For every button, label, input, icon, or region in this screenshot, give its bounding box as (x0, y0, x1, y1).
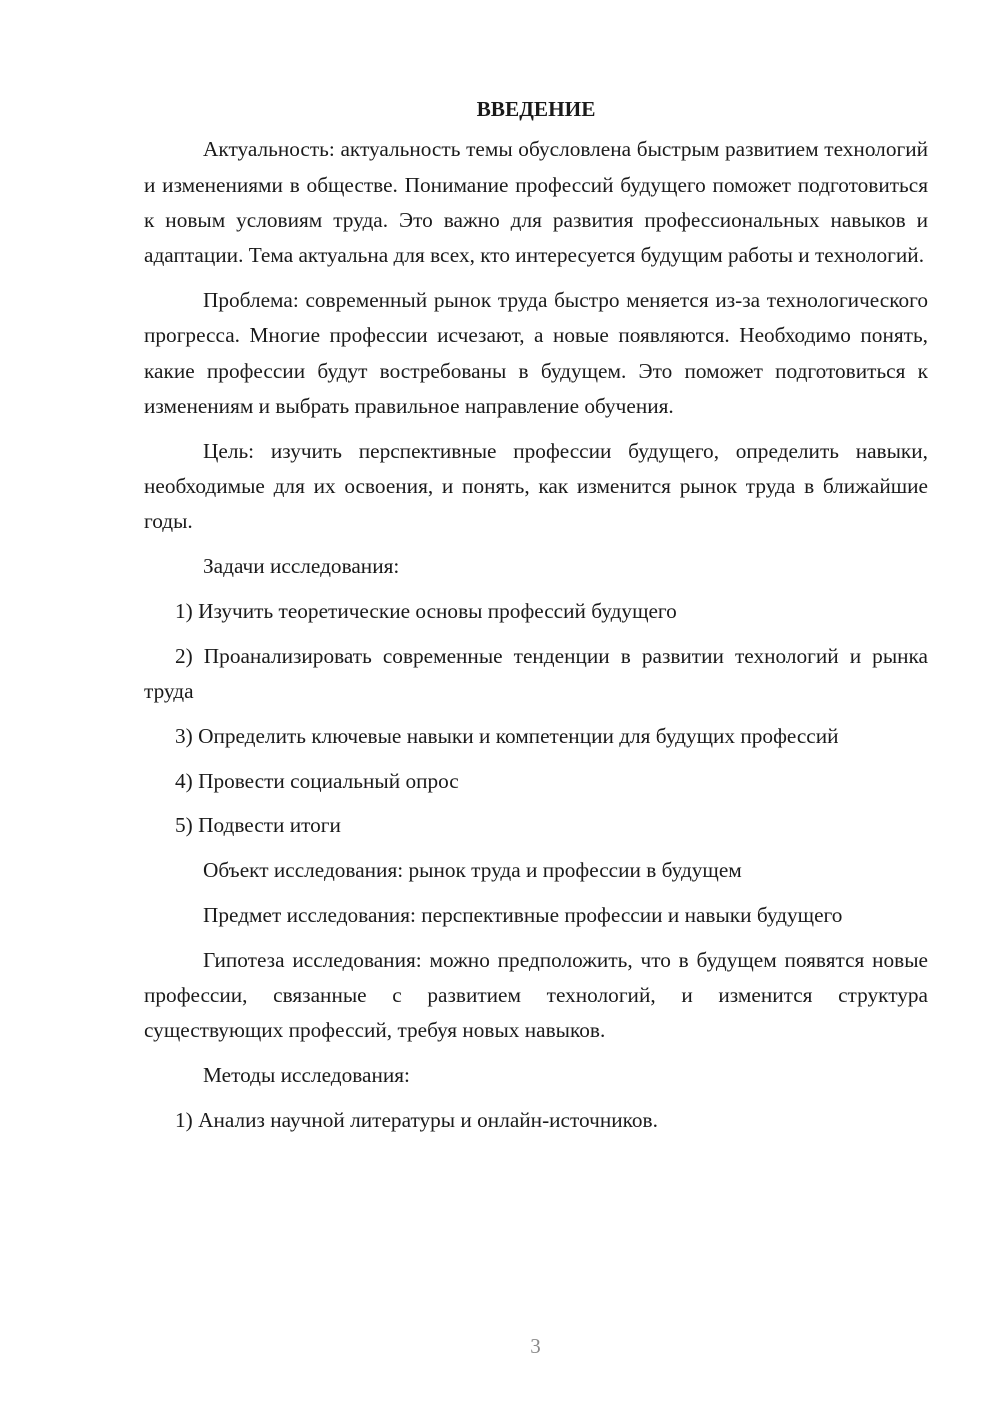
page-number: 3 (530, 1334, 541, 1358)
tasks-label: Задачи исследования: (203, 554, 400, 579)
task-item-4: 4) Провести социальный опрос (175, 768, 459, 793)
task-item-1: 1) Изучить теоретические основы профессий будущего (175, 598, 677, 623)
task-item-2: 2) Проанализировать современные тенденции в развитии технологий и рынка труда (144, 643, 928, 703)
problem-paragraph: Проблема: современный рынок труда быстро меняется из-за технологического прогресса. Многие профессии исчезают, а новые появляются. Необходимо понять, какие профессии будут востребованы в будущем. Это поможет подготовиться к изменениям и выбрать правильное направление обучения. (144, 287, 928, 418)
hypothesis-paragraph: Гипотеза исследования: можно предположить, что в будущем появятся новые профессии, связанные с развитием технологий, и изменится структура существующих профессий, требуя новых навыков. (144, 947, 928, 1043)
object-paragraph: Объект исследования: рынок труда и профессии в будущем (203, 858, 742, 883)
subject-paragraph: Предмет исследования: перспективные профессии и навыки будущего (203, 902, 843, 927)
task-item-3: 3) Определить ключевые навыки и компетенции для будущих профессий (175, 723, 839, 748)
section-title: ВВЕДЕНИЕ (476, 97, 596, 121)
task-item-5: 5) Подвести итоги (175, 813, 341, 838)
method-item-1: 1) Анализ научной литературы и онлайн-источников. (175, 1107, 658, 1132)
goal-paragraph: Цель: изучить перспективные профессии будущего, определить навыки, необходимые для их освоения, и понять, как изменится рынок труда в ближайшие годы. (144, 438, 928, 534)
methods-label: Методы исследования: (203, 1063, 410, 1088)
document-page (144, 92, 928, 1148)
relevance-paragraph: Актуальность: актуальность темы обусловлена быстрым развитием технологий и изменениями в обществе. Понимание профессий будущего поможет подготовиться к новым условиям труда. Это важно для развития профессиональных навыков и адаптации. Тема актуальна для всех, кто интересуется будущим работы и технологий. (144, 137, 928, 268)
